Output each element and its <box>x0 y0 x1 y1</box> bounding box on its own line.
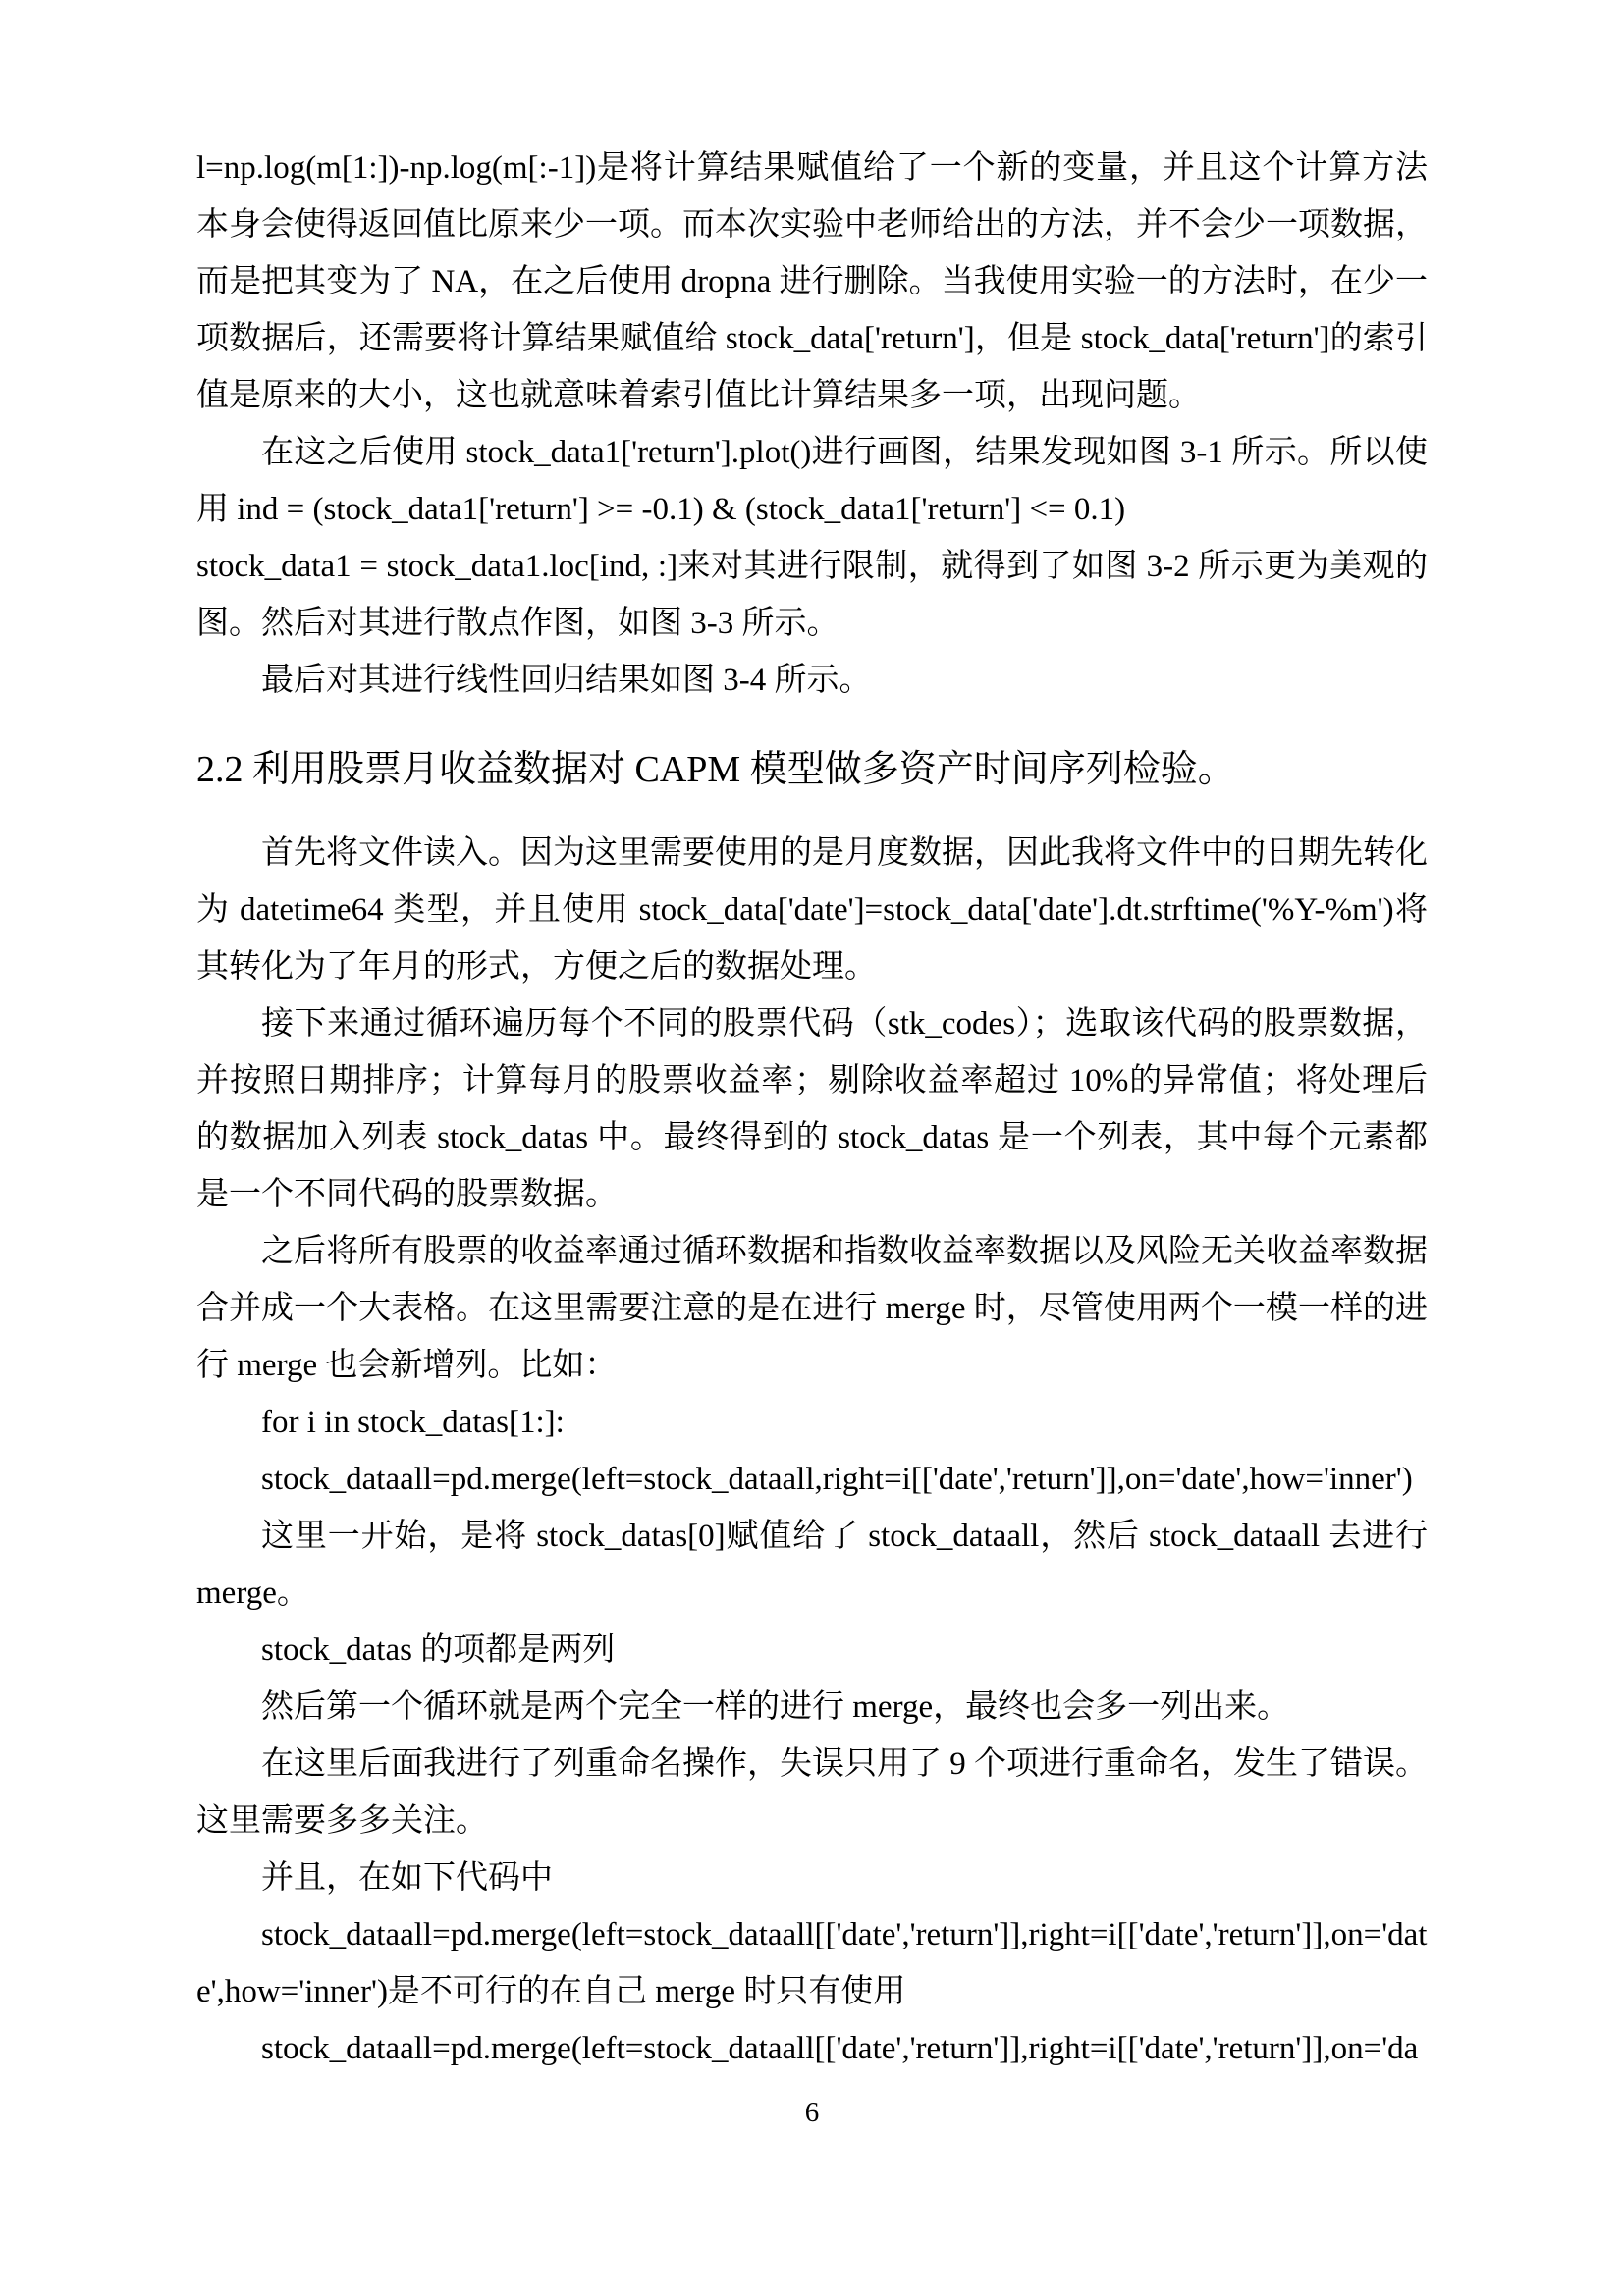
page-content <box>196 139 1428 2077</box>
paragraph: 接下来通过循环遍历每个不同的股票代码（stk_codes）；选取该代码的股票数据，并按照日期排序；计算每月的股票收益率；剔除收益率超过 10%的异常值；将处理后的数据加入列表 stock_datas 中。最终得到的 stock_datas 是一个列表，其中每个元素都是一个不同代码的股票数据。 <box>196 1006 1428 1212</box>
paragraph: 在这里后面我进行了列重命名操作，失误只用了 9 个项进行重命名，发生了错误。这里需要多多关注。 <box>196 1746 1428 1839</box>
paragraph: 这里一开始，是将 stock_datas[0]赋值给了 stock_dataall，然后 stock_dataall 去进行 merge。 <box>196 1519 1428 1611</box>
code-line: stock_dataall=pd.merge(left=stock_dataall,right=i[['date','return']],on='date',how='inner') <box>261 1462 1413 1497</box>
paragraph: 然后第一个循环就是两个完全一样的进行 merge，最终也会多一列出来。 <box>261 1689 1290 1725</box>
paragraph: stock_data1 = stock_data1.loc[ind, :]来对其进行限制，就得到了如图 3-2 所示更为美观的图。然后对其进行散点作图，如图 3-3 所示。 <box>196 549 1428 641</box>
page-number: 6 <box>804 2097 820 2128</box>
paragraph: 最后对其进行线性回归结果如图 3-4 所示。 <box>261 663 872 698</box>
paragraph: l=np.log(m[1:])-np.log(m[:-1])是将计算结果赋值给了一个新的变量，并且这个计算方法本身会使得返回值比原来少一项。而本次实验中老师给出的方法，并不会少一项数据，而是把其变为了 NA，在之后使用 dropna 进行删除。当我使用实验一的方法时，在少一项数据后，还需要将计算结果赋值给 stock_data['return']，但是 stock_data['return']的索引值是原来的大小，这也就意味着索引值比计算结果多一项，出现问题。 <box>196 150 1428 413</box>
code-line: stock_dataall=pd.merge(left=stock_dataall[['date','return']],right=i[['date','return']],on='da <box>261 2031 1419 2066</box>
paragraph: stock_datas 的项都是两列 <box>261 1632 616 1668</box>
code-line: stock_dataall=pd.merge(left=stock_dataall[['date','return']],right=i[['date','return']],on='date',how='inner')是不可行的在自己 merge 时只有使用 <box>196 1917 1428 2009</box>
section-heading: 2.2 利用股票月收益数据对 CAPM 模型做多资产时间序列检验。 <box>196 749 1235 790</box>
paragraph: 并且，在如下代码中 <box>261 1860 553 1896</box>
code-line: for i in stock_datas[1:]: <box>261 1405 565 1440</box>
paragraph: 在这之后使用 stock_data1['return'].plot()进行画图，结果发现如图 3-1 所示。所以使用 ind = (stock_data1['return'] >= -0.1) & (stock_data1['return'] <= 0.1) <box>196 435 1428 527</box>
paragraph: 首先将文件读入。因为这里需要使用的是月度数据，因此我将文件中的日期先转化为 datetime64 类型，并且使用 stock_data['date']=stock_data['date'].dt.strftime('%Y-%m')将其转化为了年月的形式，方便之后的数据处理。 <box>196 835 1428 985</box>
paragraph: 之后将所有股票的收益率通过循环数据和指数收益率数据以及风险无关收益率数据合并成一个大表格。在这里需要注意的是在进行 merge 时，尽管使用两个一模一样的进行 merge 也会新增列。比如： <box>196 1234 1428 1383</box>
